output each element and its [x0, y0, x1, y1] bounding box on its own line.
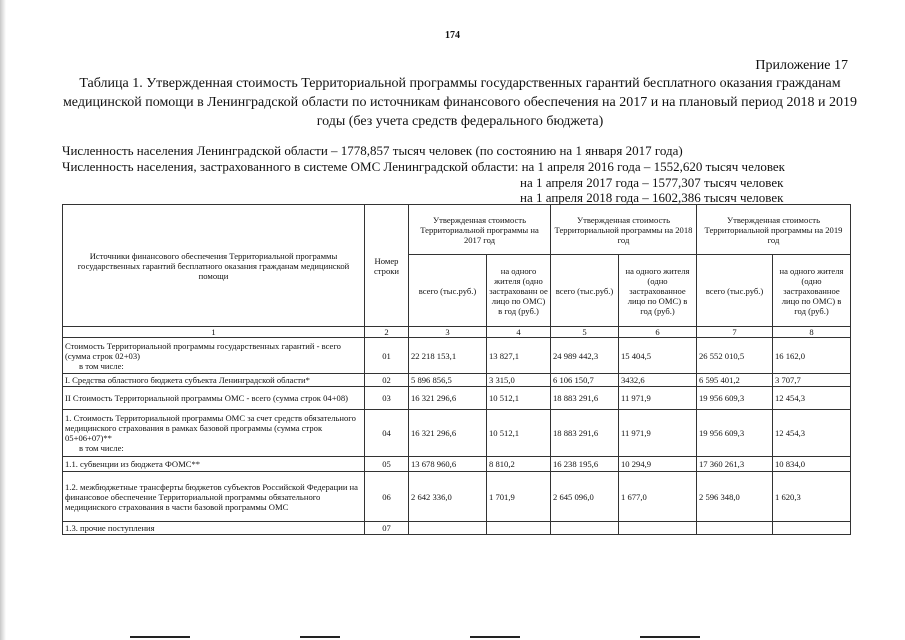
- cell-total-2017: 13 678 960,6: [409, 457, 487, 472]
- row-source-text: 1. Стоимость Территориальной программы ОМС за счет средств обязательного медицинского страхования в рамках базовой программы (сумма строк 05+06+07)**: [65, 413, 356, 443]
- column-number: 8: [773, 327, 851, 338]
- cell-total-2018: [551, 522, 619, 535]
- cell-total-2018: 6 106 150,7: [551, 374, 619, 387]
- cell-per-capita-2017: 10 512,1: [487, 410, 551, 457]
- cell-total-2019: 19 956 609,3: [697, 387, 773, 410]
- table-row: [63, 338, 851, 374]
- cell-total-2017: 16 321 296,6: [409, 387, 487, 410]
- scan-artifact: [640, 636, 700, 638]
- row-source-name: [63, 374, 365, 387]
- table-row: [63, 374, 851, 387]
- row-source-name: [63, 410, 365, 457]
- header-row-number: Номер строки: [365, 205, 409, 327]
- cell-per-capita-2017: 13 827,1: [487, 338, 551, 374]
- row-source-text: I. Средства областного бюджета субъекта Ленинградской области*: [65, 375, 310, 385]
- page-number: 174: [445, 30, 460, 41]
- cell-total-2019: 19 956 609,3: [697, 410, 773, 457]
- header-2018: Утвержденная стоимость Территориальной программы на 2018 год: [551, 205, 697, 255]
- cell-per-capita-2019: 1 620,3: [773, 472, 851, 522]
- cell-per-capita-2017: 8 810,2: [487, 457, 551, 472]
- cell-total-2019: 26 552 010,5: [697, 338, 773, 374]
- population-line-3: на 1 апреля 2017 года – 1577,307 тысяч человек: [520, 175, 784, 190]
- header-total-2018: всего (тыс.руб.): [551, 255, 619, 327]
- cell-total-2019: [697, 522, 773, 535]
- header-per-capita-2017: на одного жителя (одно застрахованн ое лицо по ОМС) в год (руб.): [487, 255, 551, 327]
- cell-total-2018: 16 238 195,6: [551, 457, 619, 472]
- population-line-2: Численность населения, застрахованного в системе ОМС Ленинградской области: на 1 апреля 2016 года – 1552,620 тысяч человек: [62, 159, 785, 174]
- cell-total-2018: 18 883 291,6: [551, 410, 619, 457]
- scan-artifact: [470, 636, 520, 638]
- cell-per-capita-2017: 10 512,1: [487, 387, 551, 410]
- row-subnote: в том числе:: [79, 360, 124, 371]
- row-number: 05: [365, 457, 409, 472]
- table-row: [63, 522, 851, 535]
- header-per-capita-2018: на одного жителя (одно застрахованное лицо по ОМС) в год (руб.): [619, 255, 697, 327]
- header-per-capita-2019: на одного жителя (одно застрахованное лицо по ОМС) в год (руб.): [773, 255, 851, 327]
- scan-artifact: [300, 636, 340, 638]
- cell-total-2018: 24 989 442,3: [551, 338, 619, 374]
- cell-total-2017: 22 218 153,1: [409, 338, 487, 374]
- cell-total-2017: [409, 522, 487, 535]
- cell-per-capita-2018: 15 404,5: [619, 338, 697, 374]
- appendix-label: Приложение 17: [755, 58, 848, 73]
- table-row: [63, 410, 851, 457]
- row-source-name: [63, 387, 365, 410]
- cell-per-capita-2019: 12 454,3: [773, 387, 851, 410]
- cell-total-2019: 2 596 348,0: [697, 472, 773, 522]
- column-number: 4: [487, 327, 551, 338]
- cell-total-2017: 2 642 336,0: [409, 472, 487, 522]
- table-row: [63, 387, 851, 410]
- cell-per-capita-2017: 1 701,9: [487, 472, 551, 522]
- row-source-text: II Стоимость Территориальной программы ОМС - всего (сумма строк 04+08): [65, 393, 348, 403]
- scan-artifact: [130, 636, 190, 638]
- header-2017: Утвержденная стоимость Территориальной программы на 2017 год: [409, 205, 551, 255]
- population-line-4: на 1 апреля 2018 года – 1602,386 тысяч человек: [520, 190, 784, 205]
- column-number: 1: [63, 327, 365, 338]
- table-title: Таблица 1. Утвержденная стоимость Территориальной программы государственных гарантий бесплатного оказания гражданам медицинской помощи в Ленинградской области по источникам финансового обеспечения на 2017 и на плановый период 2018 и 2019 годы (без учета средств федерального бюджета): [62, 76, 858, 129]
- cell-per-capita-2019: 3 707,7: [773, 374, 851, 387]
- row-number: 03: [365, 387, 409, 410]
- cell-per-capita-2018: 11 971,9: [619, 410, 697, 457]
- table-row: [63, 472, 851, 522]
- header-source: Источники финансового обеспечения Территориальной программы государственных гарантий бесплатного оказания гражданам медицинской помощи: [63, 205, 365, 327]
- column-number: 2: [365, 327, 409, 338]
- cell-total-2019: 17 360 261,3: [697, 457, 773, 472]
- header-total-2019: всего (тыс.руб.): [697, 255, 773, 327]
- row-number: 07: [365, 522, 409, 535]
- cell-per-capita-2017: [487, 522, 551, 535]
- column-number: 6: [619, 327, 697, 338]
- row-source-name: [63, 457, 365, 472]
- cell-per-capita-2018: 10 294,9: [619, 457, 697, 472]
- table-body: [63, 338, 851, 535]
- column-numbers-row: [63, 327, 851, 338]
- cell-total-2019: 6 595 401,2: [697, 374, 773, 387]
- cell-per-capita-2018: 11 971,9: [619, 387, 697, 410]
- cell-per-capita-2019: 12 454,3: [773, 410, 851, 457]
- row-source-name: [63, 522, 365, 535]
- row-source-text: 1.2. межбюджетные трансферты бюджетов субъектов Российской Федерации на финансовое обеспечение Территориальной программы обязательного медицинского страхования в части базовой программы ОМС: [65, 481, 358, 512]
- cell-per-capita-2018: 1 677,0: [619, 472, 697, 522]
- row-number: 06: [365, 472, 409, 522]
- cell-total-2018: 18 883 291,6: [551, 387, 619, 410]
- cost-table: [62, 204, 851, 535]
- cell-per-capita-2017: 3 315,0: [487, 374, 551, 387]
- row-number: 04: [365, 410, 409, 457]
- row-source-text: 1.1. субвенции из бюджета ФОМС**: [65, 459, 201, 469]
- cell-total-2018: 2 645 096,0: [551, 472, 619, 522]
- column-number: 7: [697, 327, 773, 338]
- header-2019: Утвержденная стоимость Территориальной программы на 2019 год: [697, 205, 851, 255]
- cell-per-capita-2018: 3432,6: [619, 374, 697, 387]
- row-source-text: 1.3. прочие поступления: [65, 523, 155, 533]
- cell-total-2017: 16 321 296,6: [409, 410, 487, 457]
- column-number: 3: [409, 327, 487, 338]
- table-row: [63, 457, 851, 472]
- row-number: 01: [365, 338, 409, 374]
- scan-edge-shadow: [0, 0, 6, 640]
- row-source-text: Стоимость Территориальной программы государственных гарантий - всего (сумма строк 02+03): [65, 340, 341, 361]
- row-subnote: в том числе:: [79, 443, 124, 453]
- cell-per-capita-2018: [619, 522, 697, 535]
- column-number: 5: [551, 327, 619, 338]
- row-source-name: [63, 338, 365, 374]
- cell-per-capita-2019: [773, 522, 851, 535]
- row-number: 02: [365, 374, 409, 387]
- cell-per-capita-2019: 16 162,0: [773, 338, 851, 374]
- header-total-2017: всего (тыс.руб.): [409, 255, 487, 327]
- cell-per-capita-2019: 10 834,0: [773, 457, 851, 472]
- cell-total-2017: 5 896 856,5: [409, 374, 487, 387]
- row-source-name: [63, 472, 365, 522]
- population-line-1: Численность населения Ленинградской области – 1778,857 тысяч человек (по состоянию на 1 января 2017 года): [62, 143, 683, 158]
